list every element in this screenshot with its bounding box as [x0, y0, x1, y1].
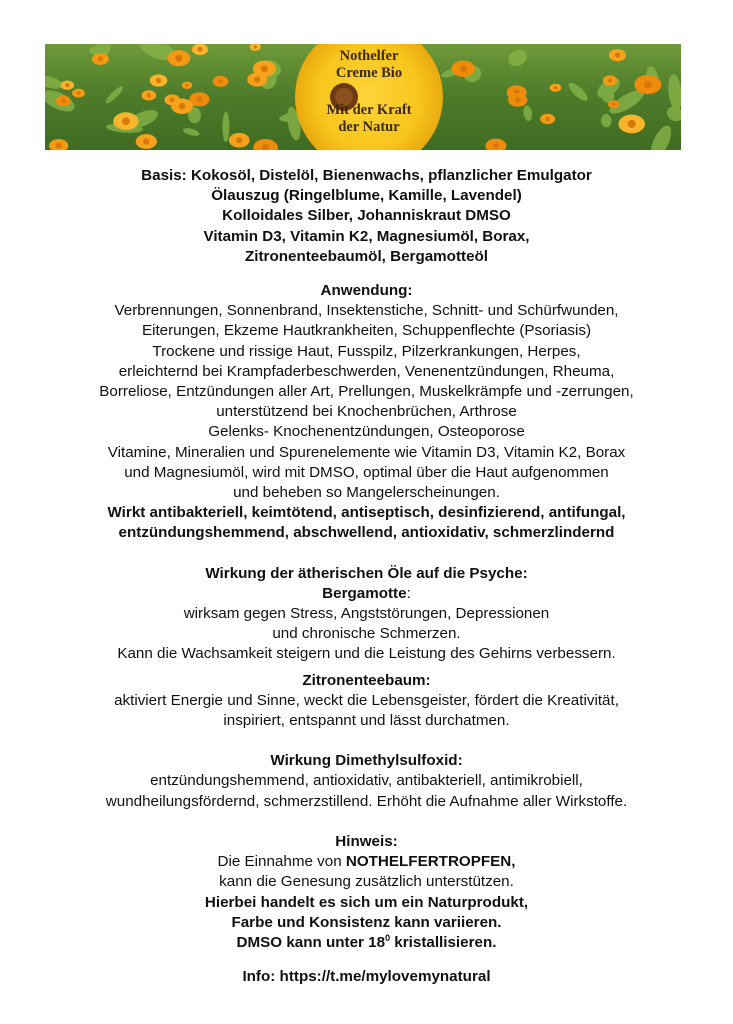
anwendung-effect-line: Wirkt antibakteriell, keimtötend, antiseptisch, desinfizierend, antifungal, [107, 504, 626, 522]
leaf-shape [646, 123, 675, 150]
bergamotte-title [30, 584, 703, 604]
anwendung-line: Eiterungen, Ekzeme Hautkrankheiten, Schuppenflechte (Psoriasis) [141, 322, 592, 340]
dmso-crystallize-note [30, 933, 703, 953]
marigold-flower [167, 50, 190, 66]
dmso-line: entzündungshemmend, antioxidativ, antibakteriell, antimikrobiell, [150, 772, 583, 790]
banner-line-3: Mit der Kraft [326, 102, 412, 118]
basis-line: Vitamin D3, Vitamin K2, Magnesiumöl, Borax, [203, 227, 530, 245]
psyche-heading: Wirkung der ätherischen Öle auf die Psyche: [205, 564, 528, 582]
marigold-flower [150, 74, 168, 86]
leaf-shape [104, 84, 125, 105]
marigold-flower [250, 44, 261, 51]
hinweis-section [30, 832, 703, 953]
hinweis-line [30, 852, 703, 872]
hinweis-line-prefix: Die Einnahme von [217, 853, 346, 871]
marigold-banner-image [45, 44, 681, 150]
hinweis-product-name: NOTHELFERTROPFEN, [345, 853, 516, 871]
marigold-flower [136, 134, 157, 149]
dmso-section [30, 751, 703, 812]
marigold-flower [92, 53, 109, 65]
marigold-flower [72, 89, 85, 98]
zitronenteebaum-line: aktiviert Energie und Sinne, weckt die Lebensgeister, fördert die Kreativität, [114, 691, 619, 709]
marigold-flower [171, 99, 193, 114]
degree-superscript: 0 [385, 932, 391, 943]
bergamotte-line: und chronische Schmerzen. [272, 625, 461, 643]
dmso-line: wundheilungsfördernd, schmerzstillend. Erhöht die Aufnahme aller Wirkstoffe. [105, 792, 628, 810]
anwendung-line: Gelenks- Knochenentzündungen, Osteoporose [208, 423, 525, 441]
anwendung-line: Trockene und rissige Haut, Fusspilz, Pilzerkrankungen, Herpes, [152, 342, 581, 360]
leaf-shape [566, 80, 590, 103]
hinweis-bold-line: Hierbei handelt es sich um ein Naturprodukt, [204, 893, 529, 911]
marigold-flower [540, 114, 555, 124]
leaf-shape [45, 73, 65, 92]
marigold-flower [182, 82, 193, 89]
basis-line: Ölauszug (Ringelblume, Kamille, Lavendel) [211, 187, 522, 205]
marigold-flower [213, 76, 229, 87]
zitronenteebaum-line: inspiriert, entspannt und lässt durchatmen. [223, 712, 510, 730]
basis-section [30, 166, 703, 267]
anwendung-line: Borreliose, Entzündungen aller Art, Prellungen, Muskelkrämpfe und -zerrungen, [99, 383, 634, 401]
marigold-flower [253, 139, 278, 150]
marigold-flower [603, 75, 617, 85]
marigold-flower [634, 75, 661, 94]
marigold-flower [229, 133, 250, 148]
anwendung-effect-line: entzündungshemmend, abschwellend, antioxidativ, schmerzlindernd [118, 524, 615, 542]
basis-line: Zitronenteebaumöl, Bergamotteöl [244, 247, 489, 265]
anwendung-line: Verbrennungen, Sonnenbrand, Insektenstiche, Schnitt- und Schürfwunden, [114, 302, 619, 320]
anwendung-line: und Magnesiumöl, wird mit DMSO, optimal über die Haut aufgenommen [124, 463, 609, 481]
leaf-shape [222, 112, 229, 142]
leaf-shape [506, 47, 530, 69]
dmso-heading: Wirkung Dimethylsulfoxid: [270, 752, 463, 770]
marigold-flower [618, 115, 645, 134]
marigold-flower [608, 100, 620, 108]
bergamotte-colon: : [406, 584, 411, 602]
hinweis-line: kann die Genesung zusätzlich unterstützen. [219, 873, 514, 891]
marigold-flower [550, 84, 562, 92]
anwendung-heading: Anwendung: [320, 282, 413, 300]
dmso-note-prefix: DMSO kann unter 18 [236, 933, 386, 951]
bergamotte-line: Kann die Wachsamkeit steigern und die Leistung des Gehirns verbessern. [117, 645, 616, 663]
marigold-flower [452, 61, 475, 77]
marigold-flower [508, 93, 527, 107]
zitronenteebaum-title: Zitronenteebaum: [302, 671, 431, 689]
banner-line-2: Creme Bio [335, 65, 403, 81]
anwendung-line: erleichternd bei Krampfaderbeschwerden, Venenentzündungen, Rheuma, [118, 362, 615, 380]
banner-line-1: Nothelfer [339, 48, 399, 64]
basis-line: Basis: Kokosöl, Distelöl, Bienenwachs, pflanzlicher Emulgator [141, 167, 592, 184]
marigold-flower [609, 49, 626, 61]
bergamotte-title-text: Bergamotte [322, 584, 407, 602]
bergamotte-line: wirksam gegen Stress, Angststörungen, Depressionen [183, 605, 550, 623]
banner-title [313, 48, 425, 136]
marigold-flower [247, 73, 267, 87]
marigold-flower [49, 139, 68, 150]
anwendung-line: und beheben so Mangelerscheinungen. [233, 484, 500, 502]
marigold-flower [192, 44, 208, 55]
anwendung-section [30, 281, 703, 544]
marigold-flower [56, 96, 71, 107]
marigold-flower [113, 112, 138, 130]
leaf-shape [600, 113, 612, 127]
leaf-shape [182, 127, 200, 138]
anwendung-line: Vitamine, Mineralien und Spurenelemente wie Vitamin D3, Vitamin K2, Borax [107, 443, 626, 461]
document-content [30, 166, 703, 987]
anwendung-line: unterstützend bei Knochenbrüchen, Arthrose [216, 403, 517, 421]
marigold-flower [142, 90, 157, 100]
leaf-shape [667, 74, 681, 112]
hinweis-bold-line: Farbe und Konsistenz kann variieren. [231, 913, 502, 931]
hinweis-heading: Hinweis: [335, 832, 398, 850]
info-link[interactable]: Info: https://t.me/mylovemynatural [242, 968, 491, 986]
leaf-shape [522, 105, 533, 122]
banner-line-4: der Natur [338, 119, 400, 135]
dmso-note-suffix: kristallisieren. [390, 933, 497, 951]
basis-line: Kolloidales Silber, Johanniskraut DMSO [222, 207, 511, 225]
psyche-section [30, 564, 703, 732]
marigold-flower [61, 81, 74, 90]
marigold-flower [485, 139, 506, 150]
